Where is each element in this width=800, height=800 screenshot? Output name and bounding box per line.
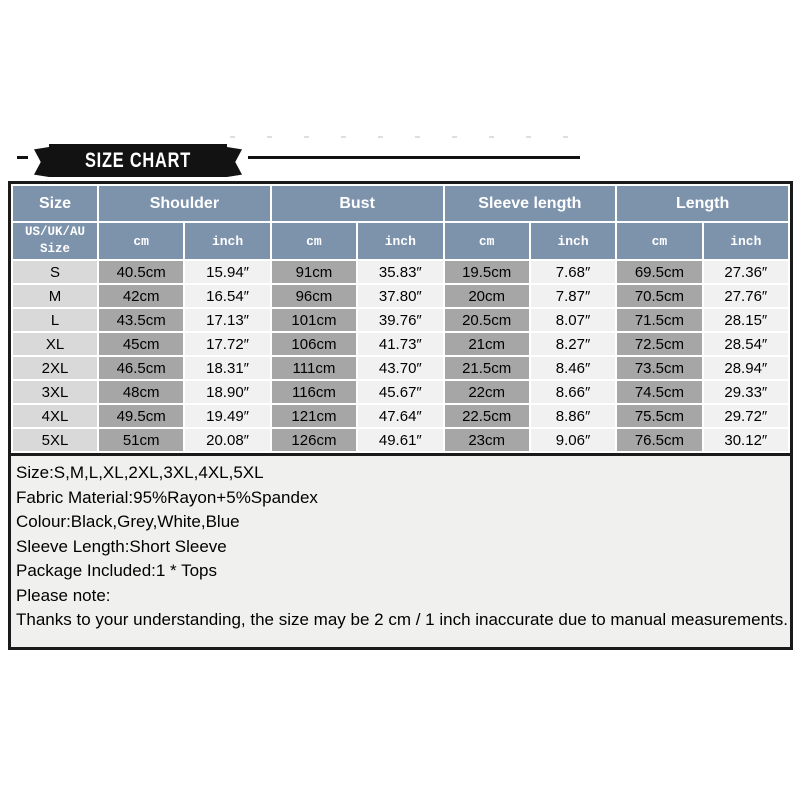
sub-header-inch: inch xyxy=(358,223,442,259)
cm-value-cell: 126cm xyxy=(272,429,356,451)
header-group-row xyxy=(13,186,788,221)
inch-value-cell: 29.33″ xyxy=(704,381,788,403)
cm-value-cell: 42cm xyxy=(99,285,183,307)
sub-header-region-size: US/UK/AU Size xyxy=(13,223,97,259)
table-row xyxy=(13,357,788,379)
product-details xyxy=(11,453,790,647)
inch-value-cell: 7.87″ xyxy=(531,285,615,307)
cm-value-cell: 72.5cm xyxy=(617,333,701,355)
header-group-bust: Bust xyxy=(272,186,443,221)
inch-value-cell: 18.90″ xyxy=(185,381,269,403)
inch-value-cell: 35.83″ xyxy=(358,261,442,283)
table-row xyxy=(13,309,788,331)
size-table-body xyxy=(13,261,788,451)
header-group-size: Size xyxy=(13,186,97,221)
cm-value-cell: 106cm xyxy=(272,333,356,355)
detail-line-note-text: Thanks to your understanding, the size may be 2 cm / 1 inch inaccurate due to manual measurements. xyxy=(16,610,789,629)
cm-value-cell: 75.5cm xyxy=(617,405,701,427)
size-cell: L xyxy=(13,309,97,331)
banner-title: SIZE CHART xyxy=(84,148,192,172)
inch-value-cell: 8.86″ xyxy=(531,405,615,427)
inch-value-cell: 18.31″ xyxy=(185,357,269,379)
inch-value-cell: 27.36″ xyxy=(704,261,788,283)
cm-value-cell: 46.5cm xyxy=(99,357,183,379)
inch-value-cell: 28.15″ xyxy=(704,309,788,331)
detail-line-package: Package Included:1 * Tops xyxy=(16,561,217,580)
size-cell: 3XL xyxy=(13,381,97,403)
cm-value-cell: 51cm xyxy=(99,429,183,451)
inch-value-cell: 9.06″ xyxy=(531,429,615,451)
table-row xyxy=(13,381,788,403)
table-row xyxy=(13,333,788,355)
inch-value-cell: 8.07″ xyxy=(531,309,615,331)
inch-value-cell: 8.46″ xyxy=(531,357,615,379)
inch-value-cell: 20.08″ xyxy=(185,429,269,451)
inch-value-cell: 39.76″ xyxy=(358,309,442,331)
header-unit-row xyxy=(13,223,788,259)
inch-value-cell: 30.12″ xyxy=(704,429,788,451)
table-row xyxy=(13,429,788,451)
cm-value-cell: 19.5cm xyxy=(445,261,529,283)
detail-line-note-label: Please note: xyxy=(16,585,111,605)
cm-value-cell: 74.5cm xyxy=(617,381,701,403)
sub-header-cm: cm xyxy=(445,223,529,259)
cm-value-cell: 71.5cm xyxy=(617,309,701,331)
cm-value-cell: 111cm xyxy=(272,357,356,379)
header-group-shoulder: Shoulder xyxy=(99,186,270,221)
header-group-sleeve-length: Sleeve length xyxy=(445,186,616,221)
inch-value-cell: 27.76″ xyxy=(704,285,788,307)
cm-value-cell: 21cm xyxy=(445,333,529,355)
cm-value-cell: 101cm xyxy=(272,309,356,331)
inch-value-cell: 47.64″ xyxy=(358,405,442,427)
cm-value-cell: 22.5cm xyxy=(445,405,529,427)
sub-header-cm: cm xyxy=(272,223,356,259)
cm-value-cell: 69.5cm xyxy=(617,261,701,283)
cm-value-cell: 70.5cm xyxy=(617,285,701,307)
cm-value-cell: 48cm xyxy=(99,381,183,403)
inch-value-cell: 8.66″ xyxy=(531,381,615,403)
banner-dash xyxy=(17,156,28,159)
cm-value-cell: 96cm xyxy=(272,285,356,307)
detail-line-sleeve: Sleeve Length:Short Sleeve xyxy=(16,536,227,556)
dotted-guide-line xyxy=(230,136,582,138)
table-row xyxy=(13,405,788,427)
inch-value-cell: 41.73″ xyxy=(358,333,442,355)
inch-value-cell: 28.54″ xyxy=(704,333,788,355)
table-row xyxy=(13,261,788,283)
cm-value-cell: 20.5cm xyxy=(445,309,529,331)
ribbon-right-fold-icon xyxy=(227,147,242,177)
ribbon-left-fold-icon xyxy=(34,147,49,177)
size-cell: 4XL xyxy=(13,405,97,427)
size-cell: M xyxy=(13,285,97,307)
banner-rule-line xyxy=(248,156,580,159)
sub-header-inch: inch xyxy=(185,223,269,259)
inch-value-cell: 28.94″ xyxy=(704,357,788,379)
inch-value-cell: 7.68″ xyxy=(531,261,615,283)
size-table-header xyxy=(13,186,788,259)
detail-line-fabric: Fabric Material:95%Rayon+5%Spandex xyxy=(16,487,318,507)
cm-value-cell: 121cm xyxy=(272,405,356,427)
cm-value-cell: 116cm xyxy=(272,381,356,403)
table-row xyxy=(13,285,788,307)
inch-value-cell: 43.70″ xyxy=(358,357,442,379)
size-cell: 5XL xyxy=(13,429,97,451)
cm-value-cell: 43.5cm xyxy=(99,309,183,331)
size-cell: S xyxy=(13,261,97,283)
size-chart-ribbon xyxy=(49,144,227,177)
cm-value-cell: 21.5cm xyxy=(445,357,529,379)
sub-header-cm: cm xyxy=(617,223,701,259)
cm-value-cell: 23cm xyxy=(445,429,529,451)
cm-value-cell: 45cm xyxy=(99,333,183,355)
sub-header-cm: cm xyxy=(99,223,183,259)
inch-value-cell: 15.94″ xyxy=(185,261,269,283)
size-cell: XL xyxy=(13,333,97,355)
inch-value-cell: 49.61″ xyxy=(358,429,442,451)
sub-header-inch: inch xyxy=(704,223,788,259)
inch-value-cell: 17.13″ xyxy=(185,309,269,331)
cm-value-cell: 40.5cm xyxy=(99,261,183,283)
inch-value-cell: 16.54″ xyxy=(185,285,269,307)
inch-value-cell: 29.72″ xyxy=(704,405,788,427)
cm-value-cell: 49.5cm xyxy=(99,405,183,427)
inch-value-cell: 45.67″ xyxy=(358,381,442,403)
inch-value-cell: 17.72″ xyxy=(185,333,269,355)
inch-value-cell: 37.80″ xyxy=(358,285,442,307)
cm-value-cell: 76.5cm xyxy=(617,429,701,451)
size-table xyxy=(11,184,790,453)
sub-header-inch: inch xyxy=(531,223,615,259)
cm-value-cell: 20cm xyxy=(445,285,529,307)
cm-value-cell: 22cm xyxy=(445,381,529,403)
detail-line-colour: Colour:Black,Grey,White,Blue xyxy=(16,512,240,531)
cm-value-cell: 73.5cm xyxy=(617,357,701,379)
size-chart-frame xyxy=(8,181,793,650)
header-group-length: Length xyxy=(617,186,788,221)
detail-line-size: Size:S,M,L,XL,2XL,3XL,4XL,5XL xyxy=(16,463,264,482)
inch-value-cell: 8.27″ xyxy=(531,333,615,355)
inch-value-cell: 19.49″ xyxy=(185,405,269,427)
size-cell: 2XL xyxy=(13,357,97,379)
cm-value-cell: 91cm xyxy=(272,261,356,283)
